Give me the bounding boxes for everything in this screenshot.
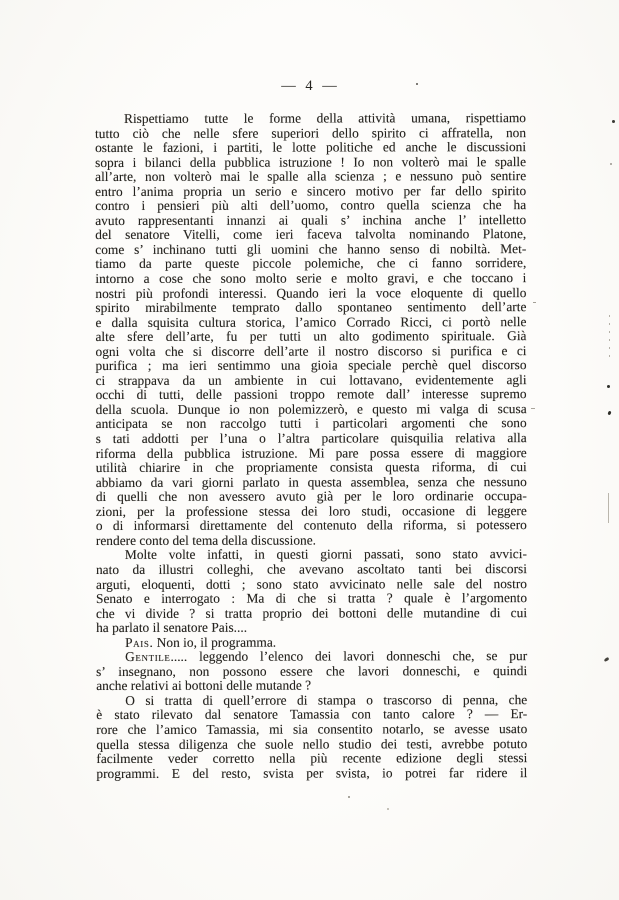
- scan-speck: [612, 120, 615, 123]
- text-line: quella stessa diligenza che suole nello studio dei testi, avrebbe potuto: [96, 735, 528, 752]
- text-line: Senato e interrogato : Ma di che si tratta ? quale è l’argomento: [96, 590, 528, 607]
- speaker-name: Pais.: [125, 634, 154, 650]
- text-line: anticipata se non raccolgo tutti i particolari argomenti che sono: [95, 415, 527, 432]
- text-line: tiamo da parte queste piccole polemiche, che ci fanno sorridere,: [95, 255, 527, 272]
- text-line: ostante le fazioni, i partiti, le lotte politiche ed anche le discussioni: [95, 139, 527, 156]
- text-line: nato da illustri colleghi, che avevano ascoltato tanti bei discorsi: [95, 561, 527, 577]
- scan-speck: [607, 385, 610, 388]
- text-line: ha parlato il senatore Pais....: [96, 619, 248, 636]
- text-line: anche relativi ai bottoni delle mutande ?: [96, 677, 312, 694]
- text-line: occhi di tutti, delle passioni troppo remote dall’ interesse supremo: [95, 386, 527, 403]
- scan-speck: [607, 411, 611, 416]
- text-line: della scuola. Dunque io non polemizzerò, e questo mi valga di scusa: [95, 401, 527, 417]
- text-line: Pais. Non io, il programma.: [125, 634, 277, 650]
- text-line: programmi. E del resto, svista per svista, io potrei far ridere il: [96, 764, 528, 781]
- text-line: riforma della pubblica istruzione. Mi pare possa essere di maggiore: [95, 444, 527, 461]
- text-line: nostri più profondi interessi. Quando ieri la voce eloquente di quello: [95, 284, 527, 301]
- text-line: Gentile..... leggendo l’elenco dei lavori donneschi che, se pur: [125, 648, 528, 665]
- text-line: ogni volta che si discorre dell’arte il nostro discorso si purifica e ci: [95, 342, 527, 359]
- text-line: spirito mirabilmente temprato dallo spontaneo sentimento dell’arte: [95, 299, 527, 316]
- text-line: rendere conto del tema della discussione.: [95, 532, 317, 548]
- text-line: del senatore Vitelli, come ieri faceva talvolta nominando Platone,: [95, 226, 527, 243]
- scan-speck: [531, 408, 535, 409]
- page-number-header: — 4 —: [281, 78, 340, 94]
- text-line: intorno a cose che sono molto serie e molto gravi, e che toccano i: [95, 270, 527, 287]
- scan-speck: [610, 163, 612, 165]
- text-line: s tati addotti per l’una o l’altra particolare quisquilia relativa alla: [95, 430, 527, 447]
- text-line: avuto rappresentanti innanzi ai quali s’ inchina anche l’ intelletto: [95, 211, 527, 228]
- text-block: [95, 111, 527, 781]
- text-line: Molte volte infatti, in questi giorni passati, sono stato avvici-: [124, 546, 527, 563]
- scan-speck: [609, 315, 610, 359]
- text-line: che vi divide ? si tratta proprio dei bottoni delle mutandine di cui: [96, 604, 528, 621]
- text-line: facilmente veder corretto nella più recente edizione degli stessi: [96, 750, 528, 767]
- text-line: zioni, per la professione stessa dei loro studi, occasione di leggere: [95, 502, 527, 519]
- text-line: all’arte, non volterò mai le spalle alla scienza ; e nessuno può sentire: [95, 168, 527, 185]
- scan-speck: [604, 657, 610, 662]
- text-line: e dalla squisita cultura storica, l’amico Corrado Ricci, ci portò nelle: [95, 313, 527, 330]
- text-line: Rispettiamo tutte le forme della attività umana, rispettiamo: [123, 110, 527, 126]
- text-line: rore che l’amico Tamassia, mi sia consentito notarlo, se avesse usato: [96, 721, 528, 737]
- text-line: s’ insegnano, non possono essere che lavori donneschi, e quindi: [96, 662, 528, 679]
- text-line: alte sfere dell’arte, fu per tutti un alto godimento spirituale. Già: [95, 328, 527, 345]
- text-line: abbiamo da vari giorni parlato in questa assemblea, senza che nessuno: [95, 473, 527, 490]
- text-line: è stato rilevato dal senatore Tamassia con tanto calore ? — Er-: [96, 706, 528, 723]
- text-line: tutto ciò che nelle sfere superiori dello spirito ci affratella, non: [95, 124, 527, 141]
- text-line: sopra i bilanci della pubblica istruzione ! Io non volterò mai le spalle: [95, 153, 527, 170]
- scan-speck: [387, 808, 389, 810]
- text-line: o di informarsi direttamente del contenuto della riforma, si potessero: [95, 517, 527, 534]
- text-line: di quelli che non avessero avuto già per le loro ordinarie occupa-: [95, 488, 527, 505]
- text-line: entro l’anima propria un serio e sincero motivo per far dello spirito: [95, 182, 527, 199]
- speaker-name: Gentile: [125, 649, 171, 665]
- text-line: contro i pensieri più alti dell’uomo, contro quella scienza che ha: [95, 197, 527, 214]
- scan-speck: [608, 493, 609, 523]
- scan-speck: [348, 796, 350, 798]
- text-line: utilità chiarire in che propriamente consista questa riforma, di cui: [95, 459, 527, 476]
- text-line: arguti, eloquenti, dotti ; sono stato avvicinato nelle sale del nostro: [95, 575, 528, 592]
- text-line: ci strappava da un ambiente in cui lottavano, evidentemente agli: [95, 371, 527, 388]
- text-line: come s’ inchinano tutti gli uomini che hanno senso di nobiltà. Met-: [95, 241, 527, 257]
- scan-speck: [533, 302, 536, 303]
- scan-speck: [416, 83, 418, 85]
- text-line: O si tratta di quell’errore di stampa o trascorso di penna, che: [125, 691, 528, 708]
- text-line: purifica ; ma ieri sentimmo una gioia speciale perchè quel discorso: [95, 357, 527, 374]
